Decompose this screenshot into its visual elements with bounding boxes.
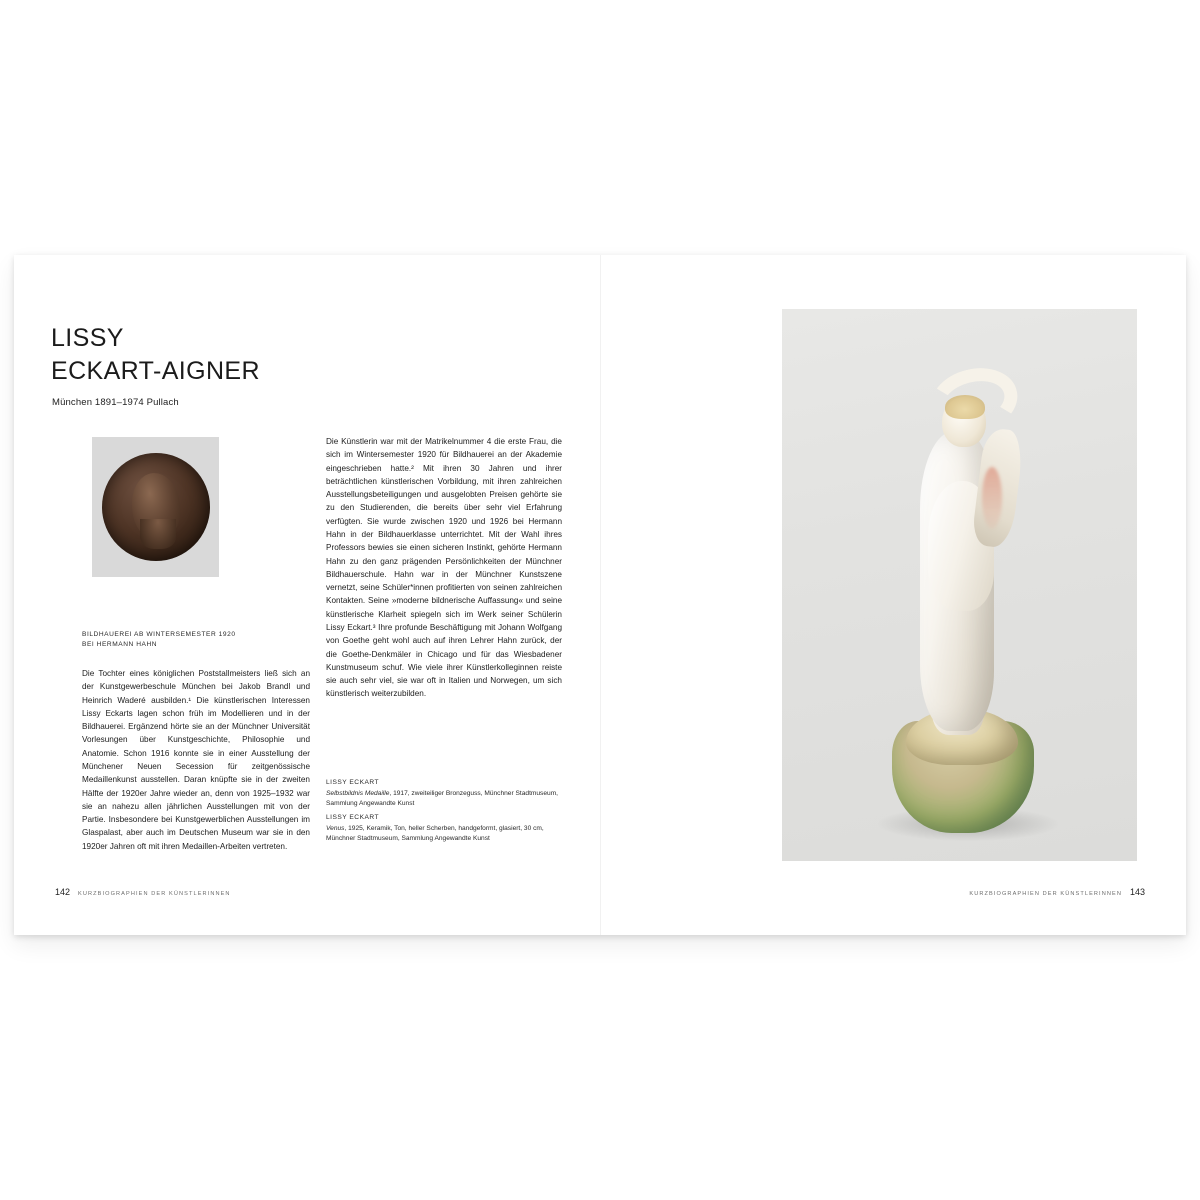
book-spread <box>14 255 1186 935</box>
artist-dates: München 1891–1974 Pullach <box>52 397 179 408</box>
right-page <box>600 255 1186 935</box>
running-head: KURZBIOGRAPHIEN DER KÜNSTLERINNEN <box>969 891 1122 897</box>
figure-caption-details: , 1925, Keramik, Ton, heller Scherben, handgeformt, glasiert, 30 cm, Münchner Stadtmuseum, Sammlung Angewandte Kunst <box>326 824 544 843</box>
page-number: 143 <box>1129 887 1145 897</box>
medal-portrait-neck <box>140 519 176 549</box>
figure-caption-title: Selbstbildnis Medaille <box>326 789 390 797</box>
sculpture-glaze-accent <box>982 467 1002 529</box>
body-paragraph: Die Künstlerin war mit der Matrikelnummer 4 die erste Frau, die sich im Wintersemester 1920 für Bildhauerei an der Akademie eingeschrieben hatte.² Mit ihren 30 Jahren und ihrer beträchtlichen künstlerischen Vorbildung, mit ihren zahlreichen Ausstellungsbeteiligungen und ausgelobten Preisen gehörte sie zu den Studierenden, die bereits über sehr viel Erfahrung verfügten. Sie wurde zwischen 1920 und 1926 bei Hermann Hahn in der Bildhauerklasse unterrichtet. Mit der Wahl ihres Professors bewies sie einen sicheren Instinkt, gehörte Hermann Hahn zu den ganz prägenden Persönlichkeiten der Münchner Bildhauerschule. Hahn war in der Münchner Kunstszene vernetzt, seine Schüler*innen profitierten von seinen zahlreichen Kontakten. Seine »moderne bildnerische Auffassung« und seine künstlerische Klarheit spiegeln sich im Werk seiner Schülerin Lissy Eckart.³ Ihre profunde Beschäftigung mit Johann Wolfgang von Goethe geht wohl auch auf ihren Lehrer Hahn zurück, der die Goethe-Denkmäler in Chicago und für das Wiesbadener Kunstmuseum schuf. Wie viele ihrer Künstlerkolleginnen reiste sie auch sehr viel, sie war oft in Italien und Norwegen, um sich künstlerisch weiterzubilden. <box>326 437 562 699</box>
body-paragraph: Die Tochter eines königlichen Poststallmeisters ließ sich an der Kunstgewerbeschule München bei Jakob Brandl und Heinrich Waderé ausbilden.¹ Die künstlerischen Interessen Lissy Eckarts lagen schon früh im Modellieren und in der Bildhauerei. Ergänzend hörte sie an der Münchner Universität Vorlesungen über Kunstgeschichte, Philosophie und Anatomie. Schon 1916 konnte sie in einer Ausstellung der Münchener Neuen Secession für zeitgenössische Medaillenkunst ausstellen. Daran knüpfte sie in der zweiten Hälfte der 1920er Jahre wieder an, denn von 1925–1932 war sie an nahezu allen jährlichen Ausstellungen mit von der Partie. Insbesondere bei Kunstgewerblichen Ausstellungen im Glaspalast, aber auch im Deutschen Museum war sie in den 1920er Jahren oft mit ihren Medaillen-Arbeiten vertreten. <box>82 669 310 851</box>
venus-ceramic-sculpture-photo <box>782 309 1137 861</box>
page-number: 142 <box>55 887 71 897</box>
medal-caption <box>82 630 312 650</box>
medal-caption-line-2: BEI HERMANN HAHN <box>82 641 158 649</box>
running-head: KURZBIOGRAPHIEN DER KÜNSTLERINNEN <box>78 891 231 897</box>
body-column-middle <box>326 435 562 701</box>
figure-caption-artist: LISSY ECKART <box>326 814 380 821</box>
medal-caption-line-1: BILDHAUEREI AB WINTERSEMESTER 1920 <box>82 631 236 638</box>
page-title <box>51 322 471 388</box>
title-line-1: LISSY <box>51 323 124 352</box>
title-line-2: ECKART-AIGNER <box>51 356 260 385</box>
figure-caption-artist: LISSY ECKART <box>326 779 380 786</box>
figure-caption-medal <box>326 778 562 810</box>
body-column-left <box>82 667 310 853</box>
sculpture-illustration <box>782 309 1137 861</box>
folio-right <box>969 887 1145 897</box>
sculpture-hair <box>945 395 985 419</box>
left-page <box>14 255 600 935</box>
medal-disc-shape <box>102 453 210 561</box>
folio-left <box>55 887 231 897</box>
figure-caption-details: , 1917, zweiteiliger Bronzeguss, Münchner Stadtmuseum, Sammlung Angewandte Kunst <box>326 789 559 808</box>
bronze-medal-photo <box>92 437 219 577</box>
figure-caption-title: Venus <box>326 824 345 832</box>
figure-caption-venus <box>326 813 562 845</box>
